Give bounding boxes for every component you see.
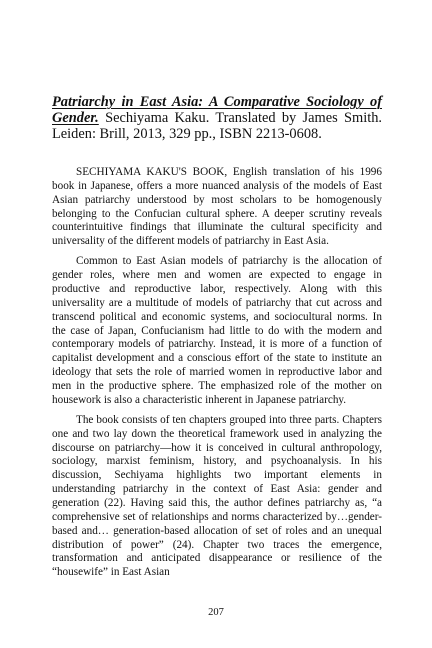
book-title: Patriarchy in East Asia: A Comparative Sociology of Gender.: [52, 94, 382, 126]
body-paragraph-2: Common to East Asian models of patriarchy is the allocation of gender roles, where men and women are expected to engage in productive and reproductive labor, respectively. Along with this universality are a multitude of models of patriarchy that cut across and transcend political and economic systems, and sociocultural norms. In the case of Japan, Confucianism had little to do with the modern and contemporary models of patriarchy. Instead, it is more of a function of capitalist development and a conscious effort of the state to institute an ideology that sets the role of married women in reproductive labor and men in the productive sphere. The emphasized role of the mother on housework is also a characteristic inherent in Japanese patriarchy.: [52, 255, 382, 406]
book-details: Sechiyama Kaku. Translated by James Smith. Leiden: Brill, 2013, 329 pp., ISBN 2213-0608.: [52, 110, 382, 142]
body-paragraph-3: The book consists of ten chapters grouped into three parts. Chapters one and two lay down the theoretical framework used in analyzing the discourse on patriarchy—how it is conceived in cultural anthropology, sociology, marxist feminism, history, and psychoanalysis. In his discussion, Sechiyama highlights two important elements in understanding patriarchy in the context of East Asia: gender and generation (22). Having said this, the author defines patriarchy as, “a comprehensive set of relationships and norms characterized by…gender-based and… generation-based allocation of set of roles and an unequal distribution of power” (24). Chapter two traces the emergence, transformation and anticipated disappearance or resilience of the “housewife” in East Asian: [52, 413, 382, 579]
body-paragraph-1: SECHIYAMA KAKU'S BOOK, English translation of his 1996 book in Japanese, offers a more nuanced analysis of the models of East Asian patriarchy understood by most scholars to be homogenously belonging to the Confucian cultural sphere. A deeper scrutiny reveals counterintuitive findings that illuminate the cultural specificity and universality of the different models of patriarchy in East Asia.: [52, 166, 382, 248]
review-body: [52, 166, 382, 586]
review-heading: [52, 94, 382, 142]
page-number: 207: [208, 607, 224, 618]
